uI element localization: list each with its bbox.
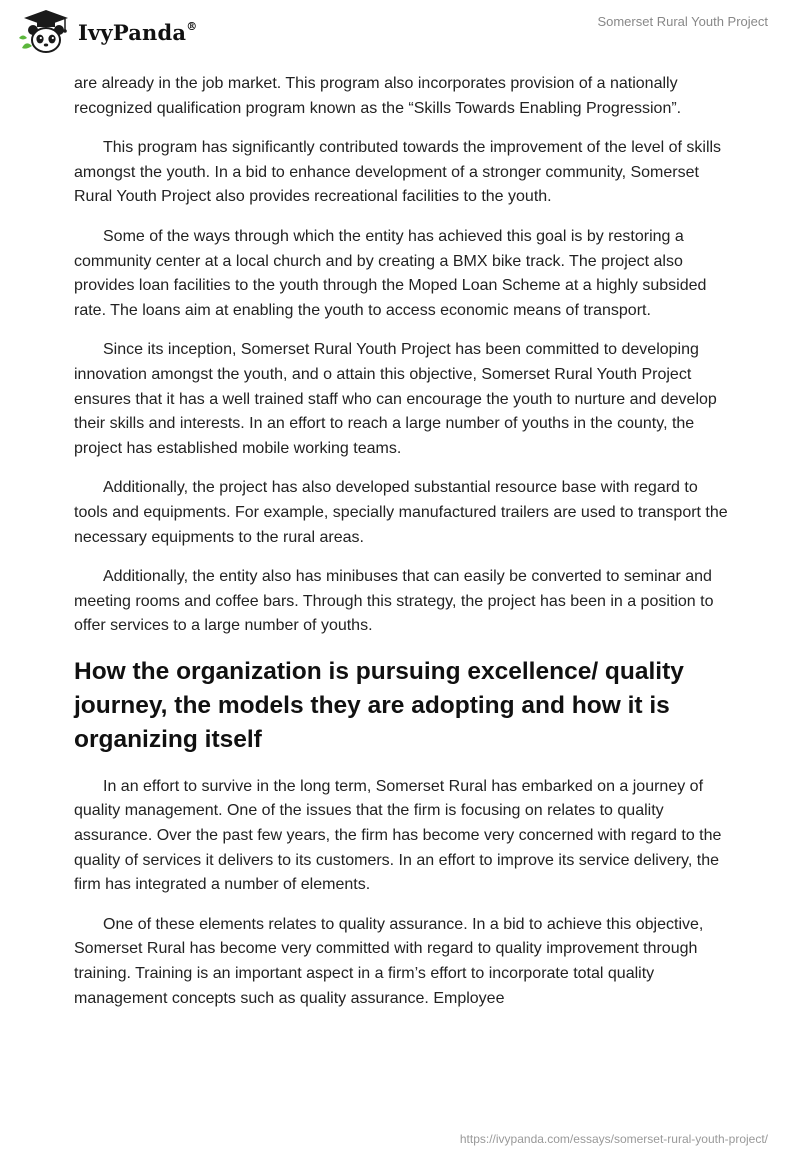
paragraph: Additionally, the entity also has minibuses that can easily be converted to seminar and meeting rooms and coffee bars. Through this strategy, the project has been in a position to offer services to a large number of youths.	[74, 568, 714, 635]
source-url[interactable]: https://ivypanda.com/essays/somerset-rural-youth-project/	[459, 1132, 768, 1146]
paragraph: Some of the ways through which the entity has achieved this goal is by restoring a community center at a local church and by creating a BMX bike track. The project also provides loan facilities to the youth through the Moped Loan Scheme at a highly subsided rate. The loans aim at enabling the youth to access economic means of transport.	[74, 227, 707, 319]
panda-graduate-icon	[16, 8, 76, 58]
logo-wordmark	[78, 20, 197, 45]
paragraph: Since its inception, Somerset Rural Youth Project has been committed to developing innovation amongst the youth, and o attain this objective, Somerset Rural Youth Project ensures that it has a well trained staff who can encourage the youth to nurture and develop their skills and interests. In an effort to reach a large number of youths in the county, the project has established mobile working teams.	[74, 341, 717, 457]
registered-mark: ®	[186, 20, 198, 33]
paragraph: One of these elements relates to quality assurance. In a bid to achieve this objective, Somerset Rural has become very committed with regard to quality improvement through training. Training is an important aspect in a firm’s effort to incorporate total quality management concepts such as quality assurance. Employee	[74, 915, 704, 1007]
section-heading: How the organization is pursuing excellence/ quality journey, the models they are adopting and how it is organizing itself	[74, 657, 684, 753]
paragraph: In an effort to survive in the long term, Somerset Rural has embarked on a journey of quality management. One of the issues that the firm is focusing on relates to quality assurance. Over the past few years, the firm has become very concerned with regard to the quality of services it delivers to its customers. In an effort to improve its service delivery, the firm has integrated a number of elements.	[74, 777, 722, 894]
paragraph: are already in the job market. This program also incorporates provision of a nationally recognized qualification program known as the “Skills Towards Enabling Progression”.	[74, 75, 682, 117]
essay-content	[74, 72, 730, 1026]
paragraph: Additionally, the project has also developed substantial resource base with regard to tools and equipments. For example, specially manufactured trailers are used to transport the necessary equipments to the rural areas.	[74, 479, 728, 546]
document-title: Somerset Rural Youth Project	[597, 14, 768, 29]
logo-text: IvyPanda	[78, 20, 187, 45]
ivypanda-logo[interactable]	[16, 8, 216, 58]
paragraph: This program has significantly contributed towards the improvement of the level of skills amongst the youth. In a bid to enhance development of a stronger community, Somerset Rural Youth Project also provides recreational facilities to the youth.	[74, 139, 722, 206]
page-header	[0, 0, 800, 70]
